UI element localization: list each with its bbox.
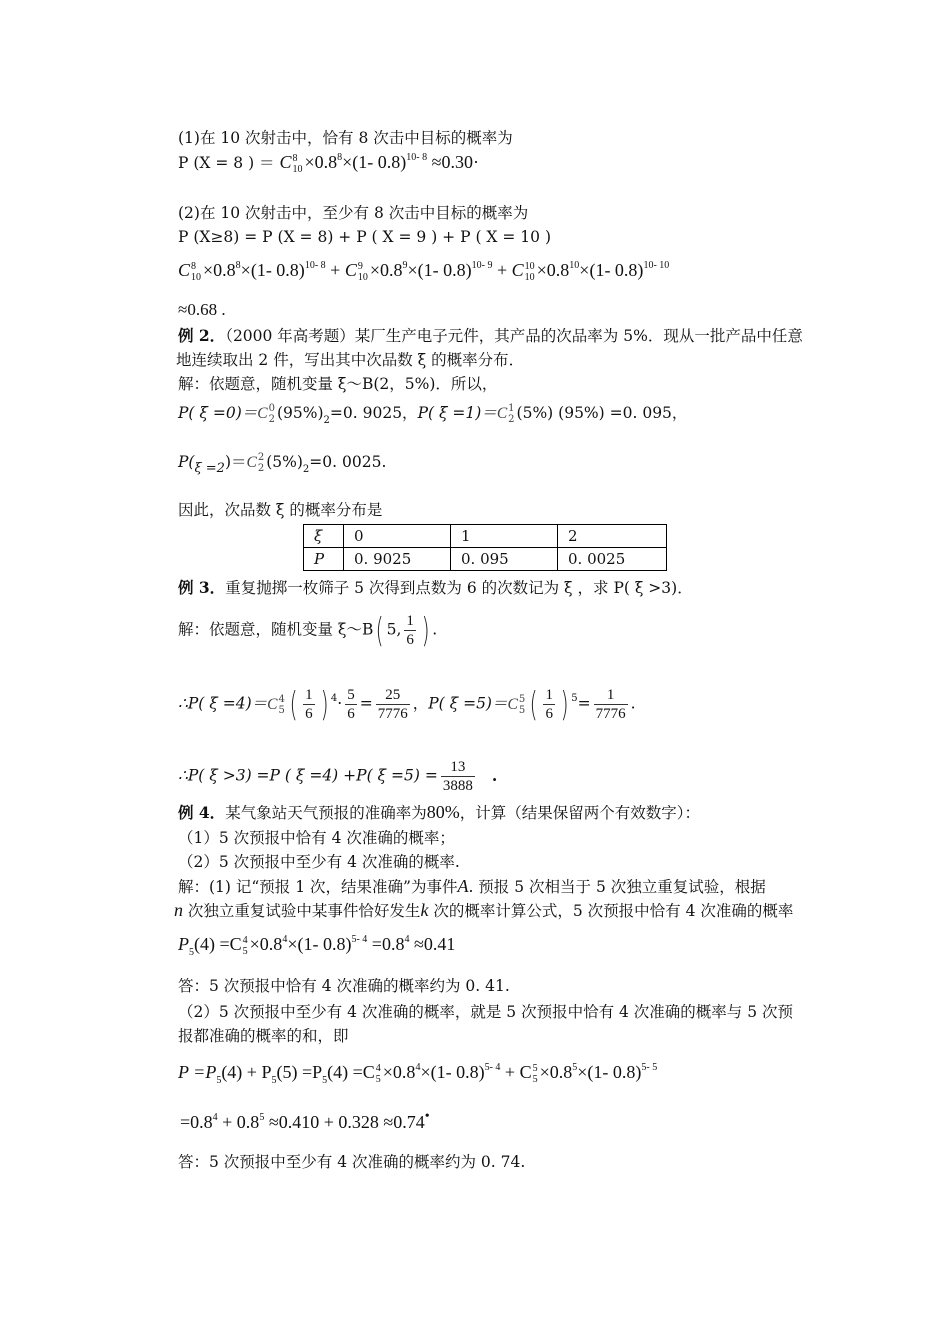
text: ≈0.41 [409, 934, 456, 954]
exp: 10- 8 [406, 152, 428, 163]
exp: 9 [402, 260, 408, 271]
example-4-question-2: （2）5 次预报中至少有 4 次准确的概率. [178, 853, 460, 871]
example-2-p2: $P(_{\xi =2})=C$ 2 2 $(5\%)_2=0$. 0025. [178, 452, 387, 476]
text: 解：(1) 记“预报 1 次，结果准确”为事件 [178, 878, 458, 896]
c-sub: 5 [242, 945, 248, 957]
c-sup: 2 [257, 452, 265, 463]
table-row [304, 525, 667, 548]
sub: 2 [302, 464, 310, 475]
frac-num: 25 [385, 687, 401, 703]
c-sub: 2 [508, 414, 515, 425]
text: P =P [178, 1062, 217, 1082]
c-sub: 2 [257, 463, 265, 474]
c-sup: 8 [191, 260, 197, 272]
exp: 5- 5 [641, 1062, 658, 1073]
text: ≈0.410 + 0.328 ≈0.74 [264, 1112, 425, 1132]
text: = [577, 694, 591, 713]
c-sup: 5 [532, 1062, 538, 1074]
table-cell: 0. 9025 [344, 548, 451, 571]
c-sub: 10 [524, 271, 535, 283]
example-3-heading [178, 578, 693, 598]
text: (5%) [266, 453, 303, 471]
text: + 0.8 [217, 1112, 260, 1132]
text: (5) =P [276, 1062, 323, 1082]
text: + C [500, 1062, 532, 1082]
example-2-heading [178, 326, 803, 346]
frac-num: 1 [545, 687, 553, 703]
example-4-heading [178, 802, 700, 823]
exp: 10- 8 [304, 260, 326, 271]
table-row [304, 548, 667, 571]
formula-p-x-8: P (X = 8 ) ＝ C 8 10 $\times 0.8^8\times(1-$ 0.8)$^{10- 8}$ ≈0.30· [178, 152, 480, 175]
text: (4) + P [221, 1062, 272, 1082]
c-sup: 0 [268, 403, 275, 414]
example-text: 重复抛掷一枚筛子 5 次得到点数为 6 的次数记为 ξ ，求 P( ξ >3)． [225, 579, 693, 597]
example-2-p0-p1: P( ξ =0)＝C 0 2 $(95\%)_2=0$. 9025，P( ξ =1)＝C 1 2 (5%) (95%) =0. 095， [178, 403, 688, 426]
text: = [359, 694, 373, 713]
text: ×0.8 [249, 934, 283, 954]
text: ×(1- 0.8) [287, 934, 352, 954]
example-text: 某气象站天气预报的准确率为 [225, 804, 427, 822]
c-sub: 2 [268, 414, 275, 425]
formula-lhs: P (X = 8 ) ＝ [178, 154, 275, 172]
c-sup: 4 [278, 693, 285, 705]
frac-num: 1 [305, 687, 313, 703]
text: P( ξ =5)＝ [428, 694, 508, 713]
example-4-answer-2: 答：5 次预报中至少有 4 次准确的概率约为 0. 74. [178, 1153, 526, 1171]
exp: 10- 10 [643, 260, 670, 271]
example-3-p4-p5: ∴P( ξ =4)＝C 4 5 ( $\frac{1}{6}$ ) $^4$· $\frac{5}{6}$ = $\frac{25}{7776}$ ，P( ξ =5)＝C 5 5 ( $\frac{1}{6}$ ) $^5$= $\frac{1}{7776}$ . [178, 684, 636, 725]
distribution-table [303, 524, 667, 571]
example-4-solution-line1 [178, 876, 766, 897]
table-cell: 0 [344, 525, 451, 548]
example-4-solution-line2 [174, 900, 793, 921]
exp: 4 [404, 934, 410, 945]
text: P( ξ =1)＝ [417, 404, 497, 422]
line-part2-intro: (2)在 10 次射击中，至少有 8 次击中目标的概率为 [178, 204, 529, 222]
text: P( [178, 453, 195, 471]
text: ×0.8 [539, 1062, 573, 1082]
frac-den: 7776 [377, 706, 408, 722]
example-text: （2000 年高考题）某厂生产电子元件，其产品的次品率为 5%．现从一批产品中任意 [225, 327, 803, 345]
c-sub: 5 [278, 704, 285, 716]
table-cell: 0. 0025 [558, 548, 667, 571]
text: (5%) (95%) =0. 095， [516, 404, 688, 422]
result: ≈0.30 [427, 152, 474, 172]
table-cell: 0. 095 [451, 548, 558, 571]
exp: 10 [569, 260, 580, 271]
table-cell: 2 [558, 525, 667, 548]
text: P [178, 934, 189, 954]
table-cell: P [304, 548, 344, 571]
exp: 4 [212, 1112, 218, 1123]
c-sub: 5 [375, 1073, 381, 1085]
example-4-question-1: （1）5 次预报中恰有 4 次准确的概率； [178, 829, 455, 847]
sub: 5 [271, 1075, 277, 1086]
text: · [337, 694, 343, 713]
text: (95%) [276, 404, 324, 422]
c-sub: 10 [292, 163, 303, 175]
text: ×(1- 0.8) [577, 1062, 642, 1082]
table-cell: ξ [304, 525, 344, 548]
sub: 2 [323, 415, 330, 426]
c-sup: 5 [518, 693, 526, 705]
text: =0.8 [367, 934, 405, 954]
text: =0.8 [180, 1112, 213, 1132]
sub: 5 [189, 947, 194, 958]
combination-symbol: C [279, 152, 292, 172]
text: ×(1- 0.8) [420, 1062, 485, 1082]
c-sub: 5 [532, 1073, 538, 1085]
term: ×(1- 0.8) [342, 152, 407, 172]
text: ∴P( ξ =4)＝ [178, 694, 268, 713]
text: ， [412, 694, 429, 713]
example-2-text-cont: 地连续取出 2 件，写出其中次品数 ξ 的概率分布． [176, 351, 525, 369]
exp: 4 [330, 692, 338, 704]
frac-num: 5 [347, 687, 355, 703]
text: . [630, 694, 636, 713]
frac-num: 1 [406, 613, 414, 629]
frac-num: 13 [450, 759, 466, 775]
formula-p5-4 [178, 934, 455, 958]
exp: 5 [571, 692, 578, 704]
exp: 5 [572, 1062, 578, 1073]
line-p-x-ge-8: P (X≥8) = P (X = 8) + P ( X = 9 ) + P ( X = 10 ) [178, 228, 551, 246]
var-k: k [420, 900, 429, 920]
exp: 4 [282, 934, 288, 945]
event-a: A [457, 876, 469, 896]
exp: 10- 9 [471, 260, 493, 271]
example-2-dist-intro: 因此，次品数 ξ 的概率分布是 [178, 501, 383, 519]
c-sup: 10 [524, 260, 535, 272]
table-cell: 1 [451, 525, 558, 548]
c-sub: 10 [191, 271, 202, 283]
text: 解：依题意，随机变量 ξ～B [178, 620, 374, 639]
c-sup: 1 [508, 403, 515, 414]
frac-den: 6 [305, 706, 313, 722]
example-label: 例 3． [178, 578, 226, 597]
exp: 5 [259, 1112, 265, 1123]
text: =0. 9025， [329, 404, 418, 422]
text: (4) =C [194, 934, 242, 954]
text: 次独立重复试验中某事件恰好发生 [183, 902, 421, 920]
text: =0. 0025. [309, 453, 387, 471]
example-label: 例 4． [178, 803, 226, 822]
example-3-solution: 解：依题意，随机变量 ξ～B( 5, $\frac{1}{6}$ ) . [178, 610, 438, 651]
formula-sum-long: C 8 10 $\times 0.8^8\times(1-$ 0.8)$^{10- 8}$ + C 9 10 $\times 0.8^9\times(1-$ 0.8)$^{10- 9}$ + C 10 10 $\times 0.8^{10}\times(1-$ 0.8)$^{10- 10}$ [178, 260, 670, 283]
example-2-solution: 解：依题意，随机变量 ξ～B(2，5%)．所以， [178, 375, 498, 393]
percent-value: 80% [426, 802, 460, 822]
frac-den: 7776 [595, 706, 626, 722]
c-sub: 10 [357, 271, 368, 283]
exp: 5- 4 [351, 934, 368, 945]
formula-p-sum [178, 1062, 657, 1086]
frac-den: 6 [347, 706, 355, 722]
example-3-p-gt-3 [178, 758, 497, 795]
c-sup: 4 [375, 1062, 381, 1074]
frac-den: 3888 [442, 778, 473, 794]
text: . [491, 765, 498, 785]
text: . 预报 5 次相当于 5 次独立重复试验，根据 [468, 878, 766, 896]
frac-num: 1 [606, 687, 615, 703]
sub: 5 [216, 1075, 222, 1086]
text: 次的概率计算公式，5 次预报中恰有 4 次准确的概率 [428, 902, 794, 920]
text: 5, [386, 620, 402, 639]
example-text: ，计算（结果保留两个有效数字）： [459, 804, 700, 822]
text: )＝ [224, 453, 247, 471]
frac-den: 6 [545, 706, 553, 722]
text: ×0.8 [382, 1062, 416, 1082]
example-4-answer-1: 答：5 次预报中恰有 4 次准确的概率约为 0. 41. [178, 977, 510, 995]
formula-result-074: $=0.8^4 + 0.8^5 \approx 0.410 + 0.328 \approx 0.74^•$ [180, 1109, 430, 1132]
line-part1-intro: (1)在 10 次射击中，恰有 8 次击中目标的概率为 [178, 129, 513, 147]
exp: 8 [235, 260, 241, 271]
exp: 5- 4 [484, 1062, 501, 1073]
example-label: 例 2． [178, 326, 226, 345]
approx-068: ≈0.68 . [178, 300, 226, 319]
text: ξ =2 [194, 461, 225, 476]
text: ∴P( ξ >3) =P ( ξ =4) +P( ξ =5) = [178, 766, 438, 785]
sub: 5 [322, 1075, 328, 1086]
c-sub: 5 [518, 704, 526, 716]
term: ×0.8 [304, 152, 338, 172]
frac-den: 6 [406, 632, 414, 648]
text: (4) =C [327, 1062, 375, 1082]
example-4-part2-line2: 报都准确的概率的和，即 [178, 1027, 349, 1045]
exp: 4 [415, 1062, 421, 1073]
c-sup: 9 [357, 260, 363, 272]
example-4-part2-line1: （2）5 次预报中至少有 4 次准确的概率，就是 5 次预报中恰有 4 次准确的概率与 5 次预 [178, 1003, 794, 1021]
c-sup: 8 [292, 152, 298, 164]
c-sup: 4 [242, 934, 248, 946]
var-n: n [174, 900, 183, 920]
exp: 8 [337, 152, 343, 163]
text: P( ξ =0)＝ [178, 404, 258, 422]
